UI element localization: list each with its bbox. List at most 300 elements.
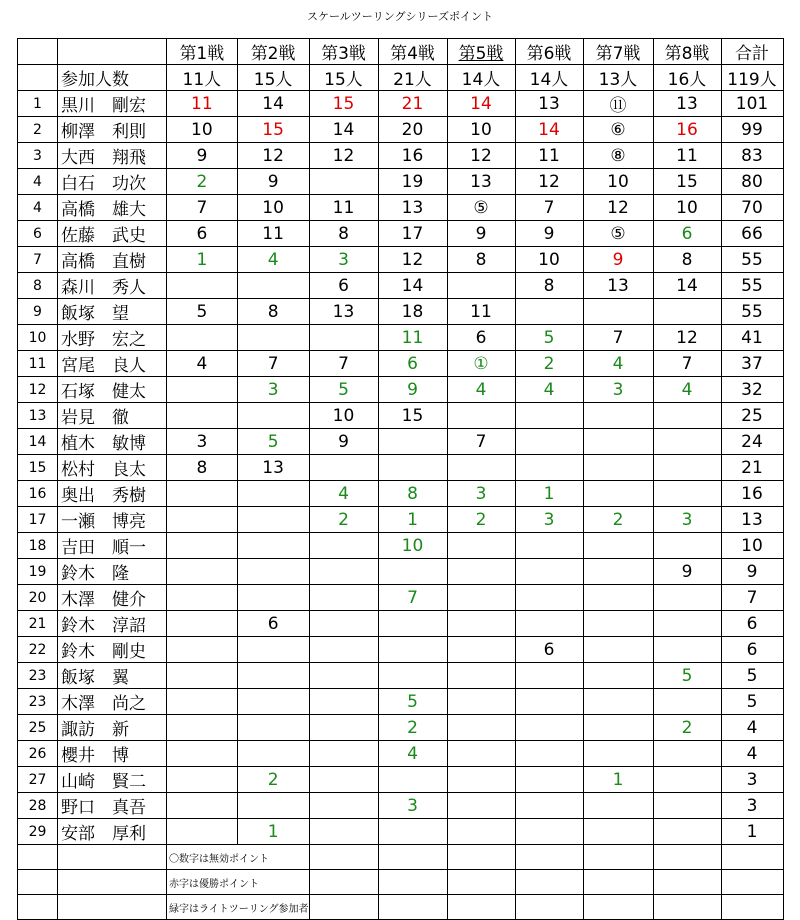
score-cell bbox=[583, 403, 653, 429]
note-blank-cell bbox=[515, 870, 583, 895]
score-cell: 3 bbox=[653, 507, 721, 533]
name-cell: 岩見 徹 bbox=[58, 403, 167, 429]
score-cell: 8 bbox=[167, 455, 238, 481]
total-cell: 80 bbox=[721, 169, 783, 195]
score-cell bbox=[378, 611, 447, 637]
total-cell: 37 bbox=[721, 351, 783, 377]
score-cell bbox=[515, 429, 583, 455]
rank-cell: 1 bbox=[18, 91, 58, 117]
score-cell: 7 bbox=[515, 195, 583, 221]
total-cell: 99 bbox=[721, 117, 783, 143]
score-cell: 10 bbox=[447, 117, 515, 143]
score-cell: ⑤ bbox=[583, 221, 653, 247]
total-cell: 10 bbox=[721, 533, 783, 559]
name-cell: 宮尾 良人 bbox=[58, 351, 167, 377]
name-cell: 奥出 秀樹 bbox=[58, 481, 167, 507]
note-blank-cell bbox=[447, 870, 515, 895]
score-cell bbox=[515, 793, 583, 819]
score-cell bbox=[378, 637, 447, 663]
score-cell bbox=[237, 741, 309, 767]
total-cell: 9 bbox=[721, 559, 783, 585]
score-cell: 5 bbox=[515, 325, 583, 351]
score-cell: 3 bbox=[447, 481, 515, 507]
score-cell bbox=[447, 663, 515, 689]
score-cell bbox=[515, 403, 583, 429]
score-cell: 2 bbox=[309, 507, 378, 533]
score-cell bbox=[378, 429, 447, 455]
score-cell bbox=[515, 689, 583, 715]
score-cell: 6 bbox=[309, 273, 378, 299]
score-cell bbox=[583, 611, 653, 637]
score-cell bbox=[447, 455, 515, 481]
score-cell bbox=[653, 637, 721, 663]
total-cell: 3 bbox=[721, 767, 783, 793]
score-cell bbox=[167, 793, 238, 819]
score-cell: 10 bbox=[309, 403, 378, 429]
score-cell bbox=[237, 481, 309, 507]
score-cell bbox=[583, 429, 653, 455]
total-cell: 6 bbox=[721, 637, 783, 663]
rank-cell: 4 bbox=[18, 169, 58, 195]
score-cell bbox=[447, 611, 515, 637]
score-cell: 4 bbox=[378, 741, 447, 767]
score-cell bbox=[653, 741, 721, 767]
score-cell bbox=[653, 767, 721, 793]
total-cell: 66 bbox=[721, 221, 783, 247]
rank-cell: 21 bbox=[18, 611, 58, 637]
name-cell: 一瀬 博亮 bbox=[58, 507, 167, 533]
score-cell bbox=[167, 819, 238, 845]
event-header: 第2戦 bbox=[237, 39, 309, 65]
score-cell: 10 bbox=[237, 195, 309, 221]
name-cell: 安部 厚利 bbox=[58, 819, 167, 845]
score-cell bbox=[447, 715, 515, 741]
total-cell: 4 bbox=[721, 715, 783, 741]
score-cell: 6 bbox=[515, 637, 583, 663]
score-cell bbox=[515, 819, 583, 845]
name-cell: 高橋 直樹 bbox=[58, 247, 167, 273]
score-cell bbox=[378, 559, 447, 585]
score-cell bbox=[237, 793, 309, 819]
total-cell: 6 bbox=[721, 611, 783, 637]
rank-cell: 23 bbox=[18, 689, 58, 715]
rank-cell: 12 bbox=[18, 377, 58, 403]
score-cell: 9 bbox=[653, 559, 721, 585]
score-cell bbox=[378, 767, 447, 793]
table-row bbox=[18, 533, 784, 559]
participant-count: 21人 bbox=[378, 65, 447, 91]
score-cell: 13 bbox=[653, 91, 721, 117]
event-header: 第1戦 bbox=[167, 39, 238, 65]
score-cell bbox=[515, 663, 583, 689]
score-cell: 15 bbox=[653, 169, 721, 195]
rank-cell: 6 bbox=[18, 221, 58, 247]
score-cell: 10 bbox=[378, 533, 447, 559]
note-blank-cell bbox=[583, 870, 653, 895]
total-cell: 7 bbox=[721, 585, 783, 611]
rank-cell: 2 bbox=[18, 117, 58, 143]
score-cell bbox=[237, 273, 309, 299]
score-cell: 4 bbox=[447, 377, 515, 403]
score-cell: 11 bbox=[237, 221, 309, 247]
score-cell bbox=[653, 793, 721, 819]
score-cell: 8 bbox=[447, 247, 515, 273]
score-cell: 10 bbox=[653, 195, 721, 221]
participants-label: 参加人数 bbox=[58, 65, 167, 91]
score-cell: 1 bbox=[515, 481, 583, 507]
table-row bbox=[18, 793, 784, 819]
score-cell: 6 bbox=[167, 221, 238, 247]
rank-cell: 11 bbox=[18, 351, 58, 377]
score-cell: 4 bbox=[515, 377, 583, 403]
name-cell: 山崎 賢二 bbox=[58, 767, 167, 793]
name-cell: 佐藤 武史 bbox=[58, 221, 167, 247]
score-cell: 6 bbox=[447, 325, 515, 351]
score-cell bbox=[167, 741, 238, 767]
score-cell: 11 bbox=[653, 143, 721, 169]
participant-count: 15人 bbox=[309, 65, 378, 91]
table-row bbox=[18, 325, 784, 351]
score-cell bbox=[167, 689, 238, 715]
score-cell bbox=[309, 741, 378, 767]
note-blank-cell bbox=[583, 845, 653, 870]
rank-cell: 7 bbox=[18, 247, 58, 273]
score-cell bbox=[515, 585, 583, 611]
score-cell: 3 bbox=[167, 429, 238, 455]
rank-cell: 28 bbox=[18, 793, 58, 819]
score-cell bbox=[309, 533, 378, 559]
score-cell: 3 bbox=[583, 377, 653, 403]
note-blank-cell bbox=[447, 845, 515, 870]
score-cell: 14 bbox=[309, 117, 378, 143]
score-cell: ⑪ bbox=[583, 91, 653, 117]
score-cell: 1 bbox=[237, 819, 309, 845]
score-cell: 2 bbox=[237, 767, 309, 793]
total-cell: 4 bbox=[721, 741, 783, 767]
total-cell: 55 bbox=[721, 273, 783, 299]
score-cell: 2 bbox=[167, 169, 238, 195]
name-cell: 森川 秀人 bbox=[58, 273, 167, 299]
score-cell bbox=[167, 559, 238, 585]
rank-cell: 25 bbox=[18, 715, 58, 741]
score-cell bbox=[515, 741, 583, 767]
score-cell: 7 bbox=[447, 429, 515, 455]
score-cell bbox=[309, 715, 378, 741]
score-cell bbox=[583, 533, 653, 559]
score-cell: 13 bbox=[447, 169, 515, 195]
event-header: 第7戦 bbox=[583, 39, 653, 65]
score-cell: 10 bbox=[583, 169, 653, 195]
score-cell bbox=[309, 819, 378, 845]
score-cell: 12 bbox=[237, 143, 309, 169]
score-cell bbox=[653, 585, 721, 611]
score-cell bbox=[583, 559, 653, 585]
score-cell: 3 bbox=[515, 507, 583, 533]
score-cell: 20 bbox=[378, 117, 447, 143]
name-cell: 松村 良太 bbox=[58, 455, 167, 481]
score-cell: ⑤ bbox=[447, 195, 515, 221]
total-cell: 13 bbox=[721, 507, 783, 533]
total-cell: 32 bbox=[721, 377, 783, 403]
rank-cell: 3 bbox=[18, 143, 58, 169]
score-cell bbox=[309, 663, 378, 689]
score-cell: 7 bbox=[378, 585, 447, 611]
score-cell: 3 bbox=[309, 247, 378, 273]
name-cell: 水野 宏之 bbox=[58, 325, 167, 351]
score-cell: 16 bbox=[378, 143, 447, 169]
score-cell: 13 bbox=[309, 299, 378, 325]
score-cell: 1 bbox=[378, 507, 447, 533]
table-row bbox=[18, 611, 784, 637]
score-cell: 13 bbox=[583, 273, 653, 299]
table-row bbox=[18, 299, 784, 325]
score-cell: 14 bbox=[515, 117, 583, 143]
score-cell: 7 bbox=[167, 195, 238, 221]
score-cell bbox=[309, 559, 378, 585]
score-cell bbox=[583, 715, 653, 741]
score-cell: 11 bbox=[515, 143, 583, 169]
total-cell: 55 bbox=[721, 247, 783, 273]
table-row bbox=[18, 91, 784, 117]
score-cell: 4 bbox=[653, 377, 721, 403]
table-row bbox=[18, 351, 784, 377]
total-cell: 83 bbox=[721, 143, 783, 169]
score-cell bbox=[515, 559, 583, 585]
score-cell bbox=[653, 403, 721, 429]
score-cell bbox=[583, 455, 653, 481]
score-cell: 6 bbox=[378, 351, 447, 377]
name-cell: 鈴木 隆 bbox=[58, 559, 167, 585]
score-cell bbox=[447, 819, 515, 845]
score-cell: 7 bbox=[583, 325, 653, 351]
total-cell: 21 bbox=[721, 455, 783, 481]
table-row bbox=[18, 637, 784, 663]
score-cell: 5 bbox=[378, 689, 447, 715]
table-row bbox=[18, 819, 784, 845]
header-blank-cell bbox=[58, 39, 167, 65]
score-cell bbox=[167, 273, 238, 299]
name-cell: 黒川 剛宏 bbox=[58, 91, 167, 117]
rank-cell: 23 bbox=[18, 663, 58, 689]
score-cell: 12 bbox=[583, 195, 653, 221]
score-cell bbox=[309, 611, 378, 637]
score-cell: 13 bbox=[515, 91, 583, 117]
score-cell: 4 bbox=[167, 351, 238, 377]
table-row bbox=[18, 247, 784, 273]
points-table-body bbox=[18, 39, 784, 920]
score-cell bbox=[515, 533, 583, 559]
table-row bbox=[18, 221, 784, 247]
score-cell: ⑥ bbox=[583, 117, 653, 143]
note-blank-cell bbox=[721, 870, 783, 895]
score-cell bbox=[447, 559, 515, 585]
name-cell: 鈴木 淳詔 bbox=[58, 611, 167, 637]
score-cell: 16 bbox=[653, 117, 721, 143]
score-cell: 2 bbox=[515, 351, 583, 377]
rank-cell: 9 bbox=[18, 299, 58, 325]
score-cell bbox=[167, 767, 238, 793]
score-cell: 8 bbox=[309, 221, 378, 247]
rank-cell: 14 bbox=[18, 429, 58, 455]
score-cell bbox=[378, 455, 447, 481]
score-cell: 7 bbox=[653, 351, 721, 377]
score-cell: 9 bbox=[447, 221, 515, 247]
score-cell bbox=[167, 663, 238, 689]
table-row bbox=[18, 169, 784, 195]
points-table bbox=[17, 38, 784, 920]
score-cell bbox=[378, 819, 447, 845]
score-cell bbox=[653, 533, 721, 559]
score-cell bbox=[237, 663, 309, 689]
total-cell: 3 bbox=[721, 793, 783, 819]
participant-count: 16人 bbox=[653, 65, 721, 91]
rank-cell: 20 bbox=[18, 585, 58, 611]
score-cell bbox=[447, 533, 515, 559]
note-blank-cell bbox=[58, 870, 167, 895]
score-cell: ① bbox=[447, 351, 515, 377]
score-cell bbox=[309, 455, 378, 481]
rank-cell: 4 bbox=[18, 195, 58, 221]
score-cell: 9 bbox=[583, 247, 653, 273]
note-blank-cell bbox=[18, 845, 58, 870]
table-row bbox=[18, 741, 784, 767]
participant-count: 13人 bbox=[583, 65, 653, 91]
rank-cell: 19 bbox=[18, 559, 58, 585]
score-cell bbox=[309, 793, 378, 819]
score-cell: 7 bbox=[309, 351, 378, 377]
score-cell: 6 bbox=[653, 221, 721, 247]
name-cell: 飯塚 翼 bbox=[58, 663, 167, 689]
score-cell: 3 bbox=[378, 793, 447, 819]
score-cell: 21 bbox=[378, 91, 447, 117]
score-cell bbox=[583, 637, 653, 663]
table-row bbox=[18, 403, 784, 429]
name-cell: 白石 功次 bbox=[58, 169, 167, 195]
score-cell bbox=[237, 325, 309, 351]
score-cell: 8 bbox=[515, 273, 583, 299]
score-cell bbox=[378, 663, 447, 689]
score-cell bbox=[583, 819, 653, 845]
score-cell: 14 bbox=[237, 91, 309, 117]
rank-cell: 18 bbox=[18, 533, 58, 559]
score-cell: 8 bbox=[653, 247, 721, 273]
event-header: 第3戦 bbox=[309, 39, 378, 65]
note-blank-cell bbox=[378, 870, 447, 895]
score-cell bbox=[167, 325, 238, 351]
event-header: 第5戦 bbox=[447, 39, 515, 65]
score-cell bbox=[515, 767, 583, 793]
note-blank-cell bbox=[309, 845, 378, 870]
score-cell: 14 bbox=[447, 91, 515, 117]
rank-cell: 13 bbox=[18, 403, 58, 429]
score-cell bbox=[309, 637, 378, 663]
score-cell: 13 bbox=[237, 455, 309, 481]
score-cell bbox=[167, 533, 238, 559]
score-cell bbox=[447, 793, 515, 819]
score-cell: 3 bbox=[237, 377, 309, 403]
score-cell: 19 bbox=[378, 169, 447, 195]
participant-count: 15人 bbox=[237, 65, 309, 91]
score-cell bbox=[653, 455, 721, 481]
score-cell bbox=[167, 481, 238, 507]
name-cell: 柳澤 利則 bbox=[58, 117, 167, 143]
table-row bbox=[18, 767, 784, 793]
page-title: スケールツーリングシリーズポイント bbox=[306, 10, 493, 23]
score-cell bbox=[515, 299, 583, 325]
score-cell: 12 bbox=[653, 325, 721, 351]
total-cell: 25 bbox=[721, 403, 783, 429]
rank-cell: 29 bbox=[18, 819, 58, 845]
score-cell bbox=[653, 819, 721, 845]
score-cell bbox=[447, 403, 515, 429]
score-cell: 2 bbox=[447, 507, 515, 533]
note-blank-cell bbox=[309, 870, 378, 895]
score-cell bbox=[167, 585, 238, 611]
rank-cell: 22 bbox=[18, 637, 58, 663]
note-blank-cell bbox=[18, 870, 58, 895]
rank-cell: 26 bbox=[18, 741, 58, 767]
score-cell: 12 bbox=[515, 169, 583, 195]
table-row bbox=[18, 585, 784, 611]
score-cell bbox=[653, 689, 721, 715]
table-row bbox=[18, 715, 784, 741]
score-cell bbox=[653, 611, 721, 637]
score-cell bbox=[583, 481, 653, 507]
note-blank-cell bbox=[653, 870, 721, 895]
score-cell bbox=[167, 507, 238, 533]
rank-cell: 17 bbox=[18, 507, 58, 533]
score-cell: 4 bbox=[237, 247, 309, 273]
score-cell: 15 bbox=[309, 91, 378, 117]
score-cell: 12 bbox=[309, 143, 378, 169]
score-cell bbox=[237, 585, 309, 611]
score-cell bbox=[237, 715, 309, 741]
score-cell: 9 bbox=[167, 143, 238, 169]
score-cell bbox=[447, 767, 515, 793]
table-row bbox=[18, 273, 784, 299]
score-cell: 8 bbox=[378, 481, 447, 507]
participant-count: 14人 bbox=[447, 65, 515, 91]
legend-note: 赤字は優勝ポイント bbox=[167, 870, 310, 895]
total-cell: 70 bbox=[721, 195, 783, 221]
table-row bbox=[18, 689, 784, 715]
score-cell bbox=[309, 689, 378, 715]
rank-cell: 8 bbox=[18, 273, 58, 299]
score-cell bbox=[447, 637, 515, 663]
table-row bbox=[18, 455, 784, 481]
table-row bbox=[18, 195, 784, 221]
table-row bbox=[18, 559, 784, 585]
score-cell bbox=[237, 507, 309, 533]
header-blank-cell bbox=[18, 39, 58, 65]
header-blank-cell bbox=[18, 65, 58, 91]
participant-count: 14人 bbox=[515, 65, 583, 91]
score-cell bbox=[167, 611, 238, 637]
name-cell: 吉田 順一 bbox=[58, 533, 167, 559]
score-cell bbox=[167, 377, 238, 403]
score-cell bbox=[653, 429, 721, 455]
rank-cell: 10 bbox=[18, 325, 58, 351]
rank-cell: 15 bbox=[18, 455, 58, 481]
score-cell: 4 bbox=[583, 351, 653, 377]
name-cell: 大西 翔飛 bbox=[58, 143, 167, 169]
score-cell bbox=[309, 585, 378, 611]
score-cell: 10 bbox=[515, 247, 583, 273]
score-cell bbox=[515, 455, 583, 481]
score-cell: 10 bbox=[167, 117, 238, 143]
table-row bbox=[18, 663, 784, 689]
name-cell: 櫻井 博 bbox=[58, 741, 167, 767]
